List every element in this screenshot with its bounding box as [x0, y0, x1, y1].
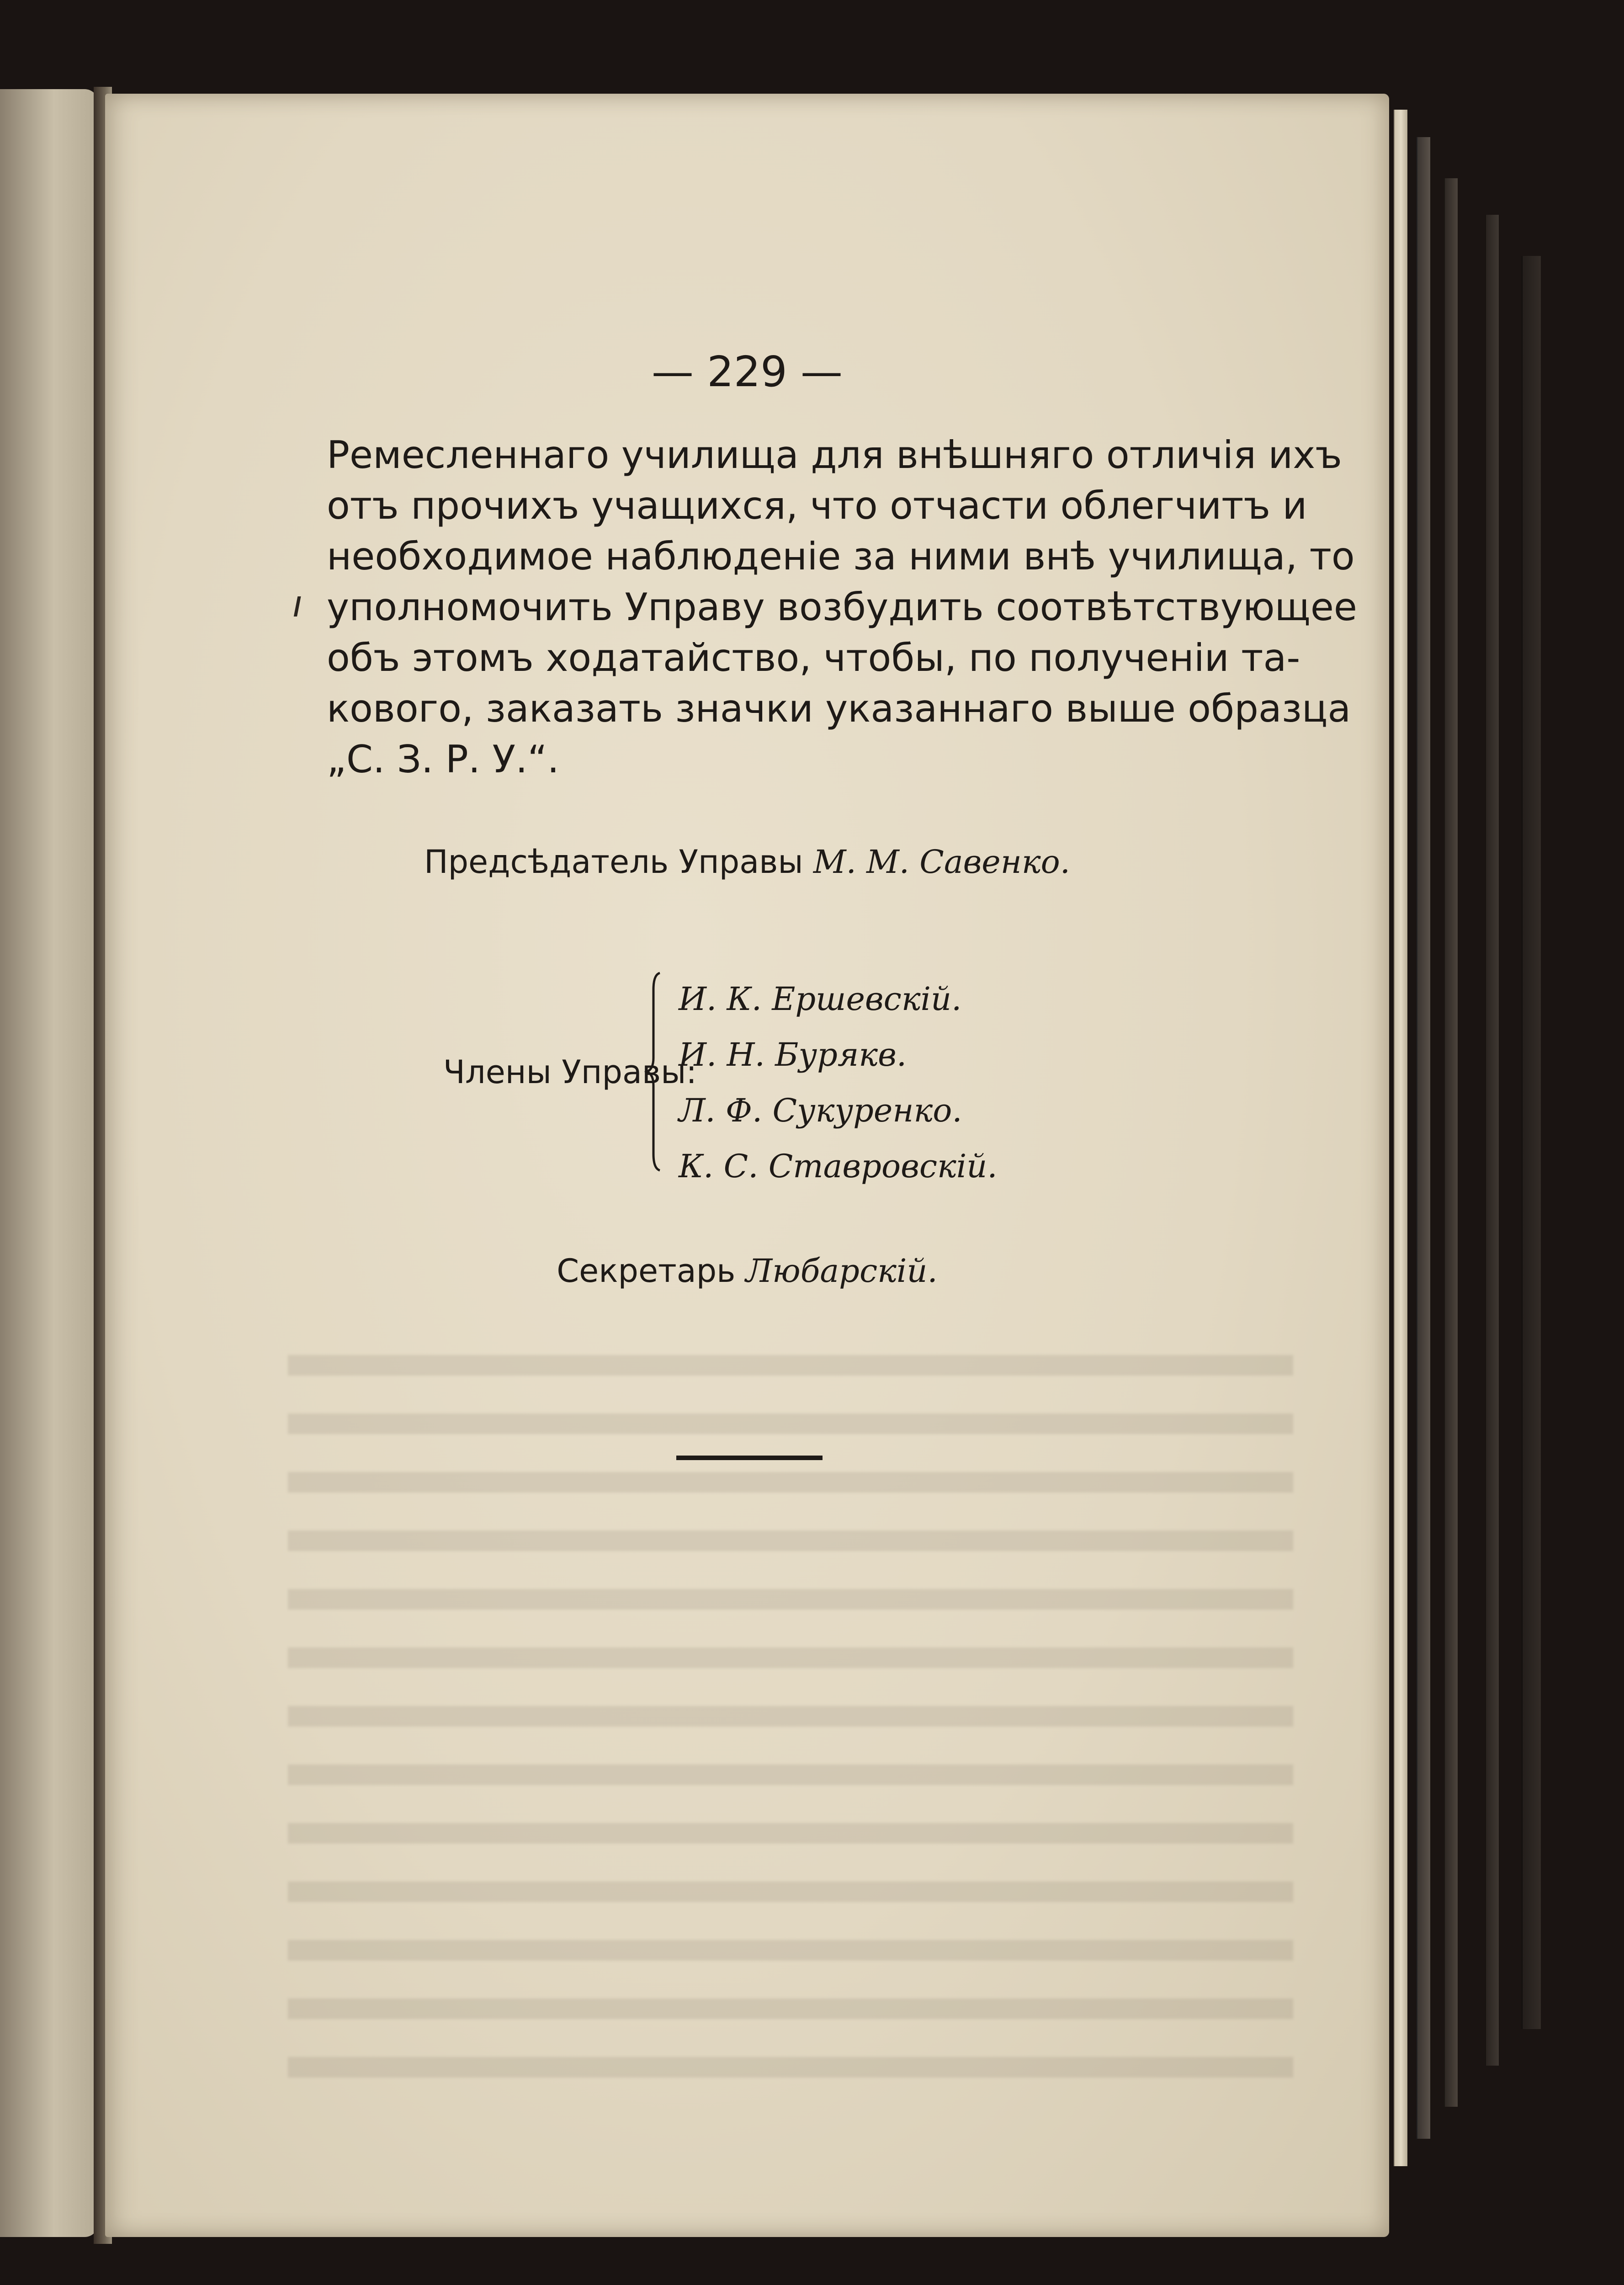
chairman-name: М. М. Савенко.	[813, 843, 1071, 881]
closing-rule	[676, 1456, 823, 1460]
page-stack-edge	[1444, 178, 1458, 2107]
previous-page-edge	[0, 89, 98, 2237]
body-line: уполномочить Управу возбудить соотвѣтствующее	[327, 585, 1357, 629]
secretary-signature	[105, 1252, 1389, 1290]
body-line: „С. З. Р. У.“.	[327, 737, 559, 781]
page-stack-edge	[1485, 215, 1499, 2066]
page-stack-edge	[1417, 137, 1430, 2139]
members-brace	[644, 971, 663, 1172]
members-label: Члены Управы:	[443, 1053, 697, 1091]
body-line: необходимое наблюденіе за ними внѣ училища, то	[327, 534, 1355, 579]
bleed-through-text	[288, 1328, 1293, 2104]
member-name: Л. Ф. Сукуренко.	[679, 1092, 962, 1129]
members-list	[679, 971, 998, 1194]
secretary-title: Секретарь	[557, 1252, 736, 1290]
member-name: К. С. Ставровскій.	[679, 1148, 998, 1185]
secretary-name: Любарскій.	[745, 1252, 938, 1290]
body-line: объ этомъ ходатайство, чтобы, по полученіи та-	[327, 636, 1300, 680]
page-number: — 229 —	[651, 347, 843, 396]
body-line: отъ прочихъ учащихся, что отчасти облегчитъ и	[327, 484, 1307, 528]
chairman-title: Предсѣдатель Управы	[424, 843, 803, 881]
body-line: Ремесленнаго училища для внѣшняго отличія ихъ	[327, 433, 1343, 477]
member-name: И. К. Ершевскій.	[679, 980, 962, 1018]
margin-note: ı	[292, 583, 303, 625]
member-name: И. Н. Бурякв.	[679, 1036, 907, 1073]
chairman-signature	[105, 843, 1389, 881]
book-cover-edge	[1522, 256, 1541, 2029]
page-stack-edge	[1394, 110, 1407, 2166]
book-page	[105, 94, 1389, 2237]
body-line: кового, заказать значки указаннаго выше образца	[327, 686, 1351, 731]
body-paragraph	[327, 430, 1357, 785]
